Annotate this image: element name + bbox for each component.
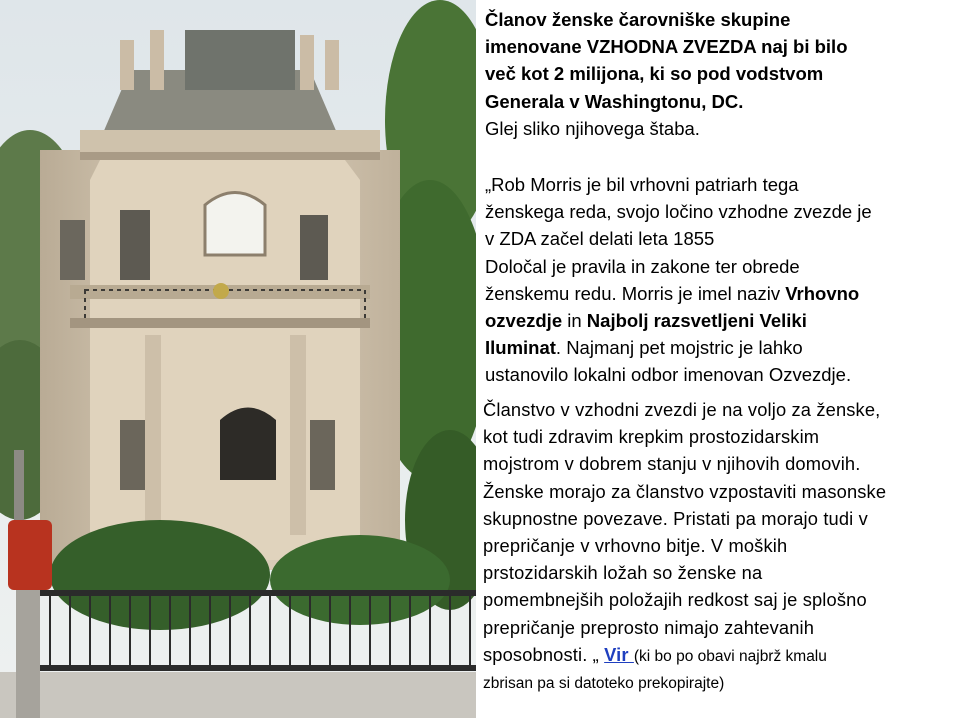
source-link[interactable]: Vir: [604, 643, 634, 665]
fire-alarm-box-icon: [8, 520, 52, 590]
membership-line: [483, 641, 958, 670]
source-note: (ki bo po obavi najbrž kmalu: [633, 647, 827, 665]
quote-text: . Najmanj pet mojstric je lahko: [555, 337, 803, 359]
membership-line: mojstrom v dobrem stanju v njihovih domovih.: [483, 453, 861, 475]
membership-text: sposobnosti. „: [483, 643, 605, 665]
quote-line: v ZDA začel delati leta 1855: [485, 228, 715, 250]
title-razsvetljeni: Najbolj razsvetljeni Veliki: [586, 310, 807, 332]
membership-line: Članstvo v vzhodni zvezdi je na voljo za ženske,: [483, 399, 881, 420]
intro-line: več kot 2 milijona, ki so pod vodstvom: [485, 63, 824, 85]
intro-line: imenovane VZHODNA ZVEZDA naj bi bilo: [485, 36, 848, 58]
source-note: zbrisan pa si datoteko prekopirajte): [483, 675, 725, 693]
membership-paragraph: [483, 396, 958, 697]
membership-line: skupnostne povezave. Pristati pa morajo tudi v: [483, 507, 868, 529]
quote-line: [485, 334, 955, 361]
quote-line: „Rob Morris je bil vrhovni patriarh tega: [485, 174, 799, 195]
quote-line: [485, 280, 955, 307]
membership-line: prstozidarskih ložah so ženske na: [483, 562, 763, 584]
quote-text: in: [562, 310, 587, 332]
membership-line: kot tudi zdravim krepkim prostozidarskim: [483, 426, 820, 448]
membership-line: Ženske morajo za članstvo vzpostaviti masonske: [483, 480, 887, 502]
membership-line: prepričanje v vrhovno bitje. V moških: [483, 535, 788, 557]
photo-caption: Glej sliko njihovega štaba.: [485, 117, 700, 139]
intro-line: Generala v Washingtonu, DC.: [485, 90, 744, 112]
quote-text: ženskemu redu. Morris je imel naziv: [485, 282, 786, 304]
quote-line: ustanovilo lokalni odbor imenovan Ozvezdje.: [485, 364, 852, 386]
headquarters-photo: [0, 0, 476, 718]
quote-line: Določal je pravila in zakone ter obrede: [485, 255, 800, 277]
intro-paragraph: [485, 6, 955, 142]
title-vrhovno: Vrhovno: [785, 282, 860, 304]
quote-paragraph: [485, 171, 955, 389]
title-ozvezdje: ozvezdje: [485, 310, 563, 332]
title-iluminat: Iluminat: [485, 337, 556, 359]
membership-line: pomembnejših položajih redkost saj je splošno: [483, 589, 867, 611]
quote-line: ženskega reda, svojo ločino vzhodne zvezde je: [485, 201, 872, 223]
membership-line: prepričanje preprosto nimajo zahtevanih: [483, 616, 815, 638]
quote-line: [485, 307, 955, 334]
intro-line: Članov ženske čarovniške skupine: [485, 9, 791, 30]
building-illustration: [0, 0, 476, 718]
